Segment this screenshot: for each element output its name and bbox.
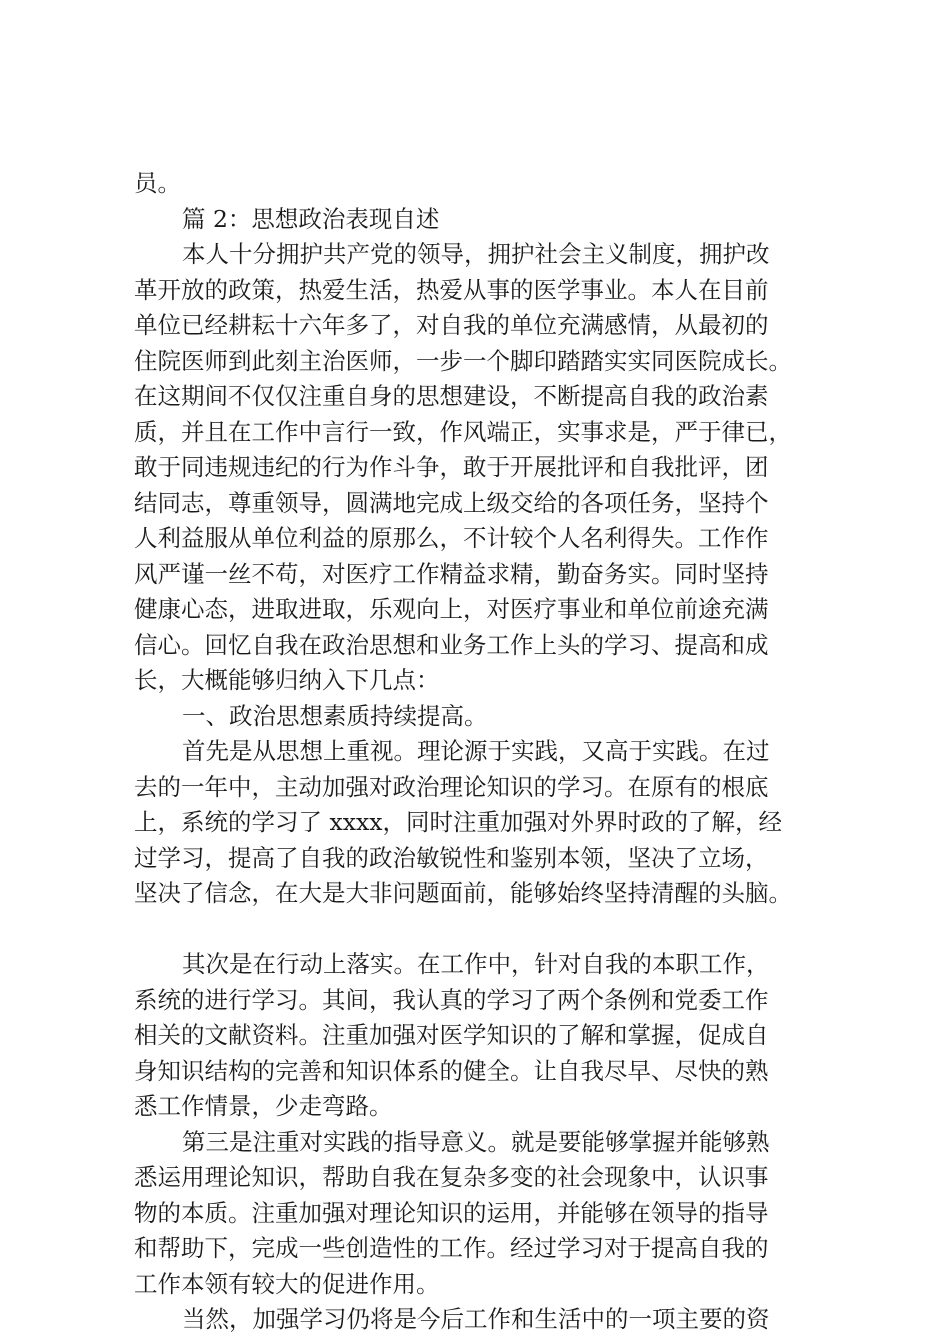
document-body xyxy=(134,166,844,1338)
text-line: 上，系统的学习了 xxxx，同时注重加强对外界时政的了解，经 xyxy=(134,808,782,836)
text-line: 质，并且在工作中言行一致，作风端正，实事求是，严于律已， xyxy=(134,417,792,446)
text-line: 结同志，尊重领导，圆满地完成上级交给的各项任务，坚持个 xyxy=(134,488,769,517)
text-line: 篇 2：思想政治表现自述 xyxy=(182,204,440,233)
text-line: 当然，加强学习仍将是今后工作和生活中的一项主要的资 xyxy=(182,1305,770,1333)
text-line: 风严谨一丝不苟，对医疗工作精益求精，勤奋务实。同时坚持 xyxy=(134,559,769,588)
text-line: 过学习，提高了自我的政治敏锐性和鉴别本领，坚决了立场， xyxy=(134,843,769,872)
text-line: 去的一年中，主动加强对政治理论知识的学习。在原有的根底 xyxy=(134,772,769,801)
text-line: 信心。回忆自我在政治思想和业务工作上头的学习、提高和成 xyxy=(134,630,769,659)
text-line: 单位已经耕耘十六年多了，对自我的单位充满感情，从最初的 xyxy=(134,311,769,339)
text-line: 坚决了信念，在大是大非问题面前，能够始终坚持清醒的头脑。 xyxy=(134,879,792,907)
text-line: 人利益服从单位利益的原那么，不计较个人名利得失。工作作 xyxy=(134,524,769,552)
text-line: 第三是注重对实践的指导意义。就是要能够掌握并能够熟 xyxy=(182,1127,770,1156)
text-line: 健康心态，进取进取，乐观向上，对医疗事业和单位前途充满 xyxy=(134,595,769,623)
text-line: 其次是在行动上落实。在工作中，针对自我的本职工作， xyxy=(182,950,770,978)
text-line: 悉运用理论知识，帮助自我在复杂多变的社会现象中，认识事 xyxy=(134,1163,769,1191)
text-line: 长，大概能够归纳入下几点： xyxy=(134,666,440,694)
blank-line xyxy=(134,912,844,948)
text-line: 身知识结构的完善和知识体系的健全。让自我尽早、尽快的熟 xyxy=(134,1056,769,1085)
text-line: 和帮助下，完成一些创造性的工作。经过学习对于提高自我的 xyxy=(134,1234,769,1262)
text-line: 相关的文献资料。注重加强对医学知识的了解和掌握，促成自 xyxy=(134,1021,769,1049)
text-line: 住院医师到此刻主治医师，一步一个脚印踏踏实实同医院成长。 xyxy=(134,346,792,375)
text-line: 在这期间不仅仅注重自身的思想建设，不断提高自我的政治素 xyxy=(134,382,769,410)
text-line: 本人十分拥护共产党的领导，拥护社会主义制度，拥护改 xyxy=(182,240,770,268)
text-line: 敢于同违规违纪的行为作斗争，敢于开展批评和自我批评，团 xyxy=(134,453,769,481)
text-line: 系统的进行学习。其间，我认真的学习了两个条例和党委工作 xyxy=(134,985,769,1014)
text-line: 悉工作情景，少走弯路。 xyxy=(134,1092,393,1120)
text-line: 员。 xyxy=(134,169,181,197)
text-line: 工作本领有较大的促进作用。 xyxy=(134,1269,440,1298)
text-line: 首先是从思想上重视。理论源于实践，又高于实践。在过 xyxy=(182,737,770,765)
text-line: 一、政治思想素质持续提高。 xyxy=(182,701,488,730)
text-line: 革开放的政策，热爱生活，热爱从事的医学事业。本人在目前 xyxy=(134,275,769,304)
text-line: 物的本质。注重加强对理论知识的运用，并能够在领导的指导 xyxy=(134,1198,769,1227)
